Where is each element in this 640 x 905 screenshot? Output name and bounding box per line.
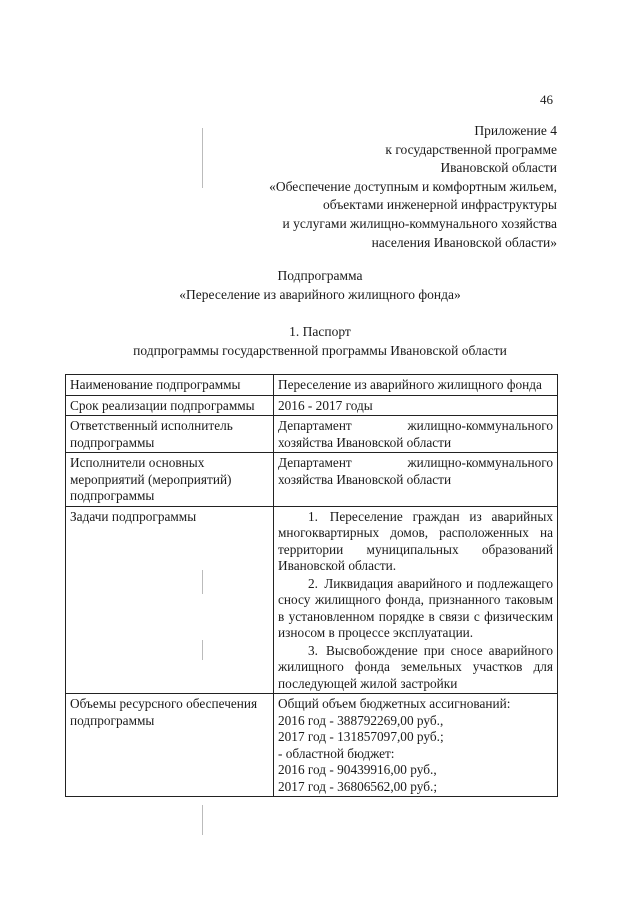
- table-row: [66, 453, 558, 507]
- row-value: 2016 - 2017 годы: [274, 395, 558, 416]
- scan-artifact: [202, 805, 203, 835]
- table-row: [66, 694, 558, 797]
- page-number: 46: [540, 92, 553, 107]
- passport-heading: 1. Паспорт: [289, 324, 351, 339]
- tasks-cell: [274, 506, 558, 694]
- annex-line: объектами инженерной инфраструктуры: [323, 197, 557, 213]
- row-label: Наименование подпрограммы: [66, 375, 274, 396]
- annex-line: и услугами жилищно-коммунального хозяйства: [282, 215, 557, 231]
- row-value: Департамент жилищно-коммунального хозяйства Ивановской области: [274, 416, 558, 453]
- funding-cell: [274, 694, 558, 797]
- row-label: Задачи подпрограммы: [66, 506, 274, 694]
- funding-line: 2017 год - 131857097,00 руб.;: [278, 729, 444, 744]
- row-label: Ответственный исполнитель подпрограммы: [66, 416, 274, 453]
- table-row: [66, 395, 558, 416]
- subprogram-title: «Переселение из аварийного жилищного фонда»: [179, 287, 461, 302]
- annex-line: к государственной программе: [385, 141, 557, 157]
- annex-line: Приложение 4: [474, 123, 557, 138]
- row-label: Объемы ресурсного обеспечения подпрограммы: [66, 694, 274, 797]
- row-value: Департамент жилищно-коммунального хозяйства Ивановской области: [274, 453, 558, 507]
- task-item: [278, 576, 553, 642]
- passport-heading-block: [0, 322, 640, 360]
- annex-line: «Обеспечение доступным и комфортным жильем,: [269, 178, 557, 194]
- funding-line: - областной бюджет:: [278, 745, 395, 761]
- funding-line: 2016 год - 388792269,00 руб.,: [278, 712, 444, 728]
- row-value: Переселение из аварийного жилищного фонда: [274, 375, 558, 396]
- task-text: Ликвидация аварийного и подлежащего сносу жилищного фонда, признанного таковым в установленном порядке в связи с физическим износом в процессе эксплуатации.: [278, 575, 553, 640]
- table-row: [66, 506, 558, 694]
- subprogram-heading: Подпрограмма: [277, 268, 363, 283]
- task-item: [278, 643, 553, 693]
- annex-line: Ивановской области: [440, 160, 557, 176]
- scan-artifact: [202, 128, 203, 188]
- row-label: Исполнители основных мероприятий (мероприятий) подпрограммы: [66, 453, 274, 507]
- task-text: Высвобождение при сносе аварийного жилищного фонда земельных участков для последующей жилой застройки: [278, 642, 553, 691]
- scan-artifact: [202, 570, 203, 594]
- task-text: Переселение граждан из аварийных многоквартирных домов, расположенных на территории муниципальных образований Ивановской области.: [278, 508, 553, 573]
- funding-line: 2017 год - 36806562,00 руб.;: [278, 778, 438, 794]
- task-item: [278, 509, 553, 575]
- passport-subtitle: подпрограммы государственной программы Ивановской области: [133, 343, 507, 358]
- task-number: 3.: [308, 642, 318, 658]
- task-number: 2.: [308, 575, 318, 591]
- annex-line: населения Ивановской области»: [371, 234, 557, 250]
- task-number: 1.: [308, 508, 318, 524]
- scan-artifact: [202, 640, 203, 660]
- subprogram-heading-block: [0, 266, 640, 304]
- annex-block: [177, 122, 557, 252]
- row-label: Срок реализации подпрограммы: [66, 395, 274, 416]
- table-row: [66, 416, 558, 453]
- funding-line: Общий объем бюджетных ассигнований:: [278, 696, 511, 711]
- table-row: [66, 375, 558, 396]
- funding-line: 2016 год - 90439916,00 руб.,: [278, 762, 437, 777]
- passport-table: [65, 374, 558, 797]
